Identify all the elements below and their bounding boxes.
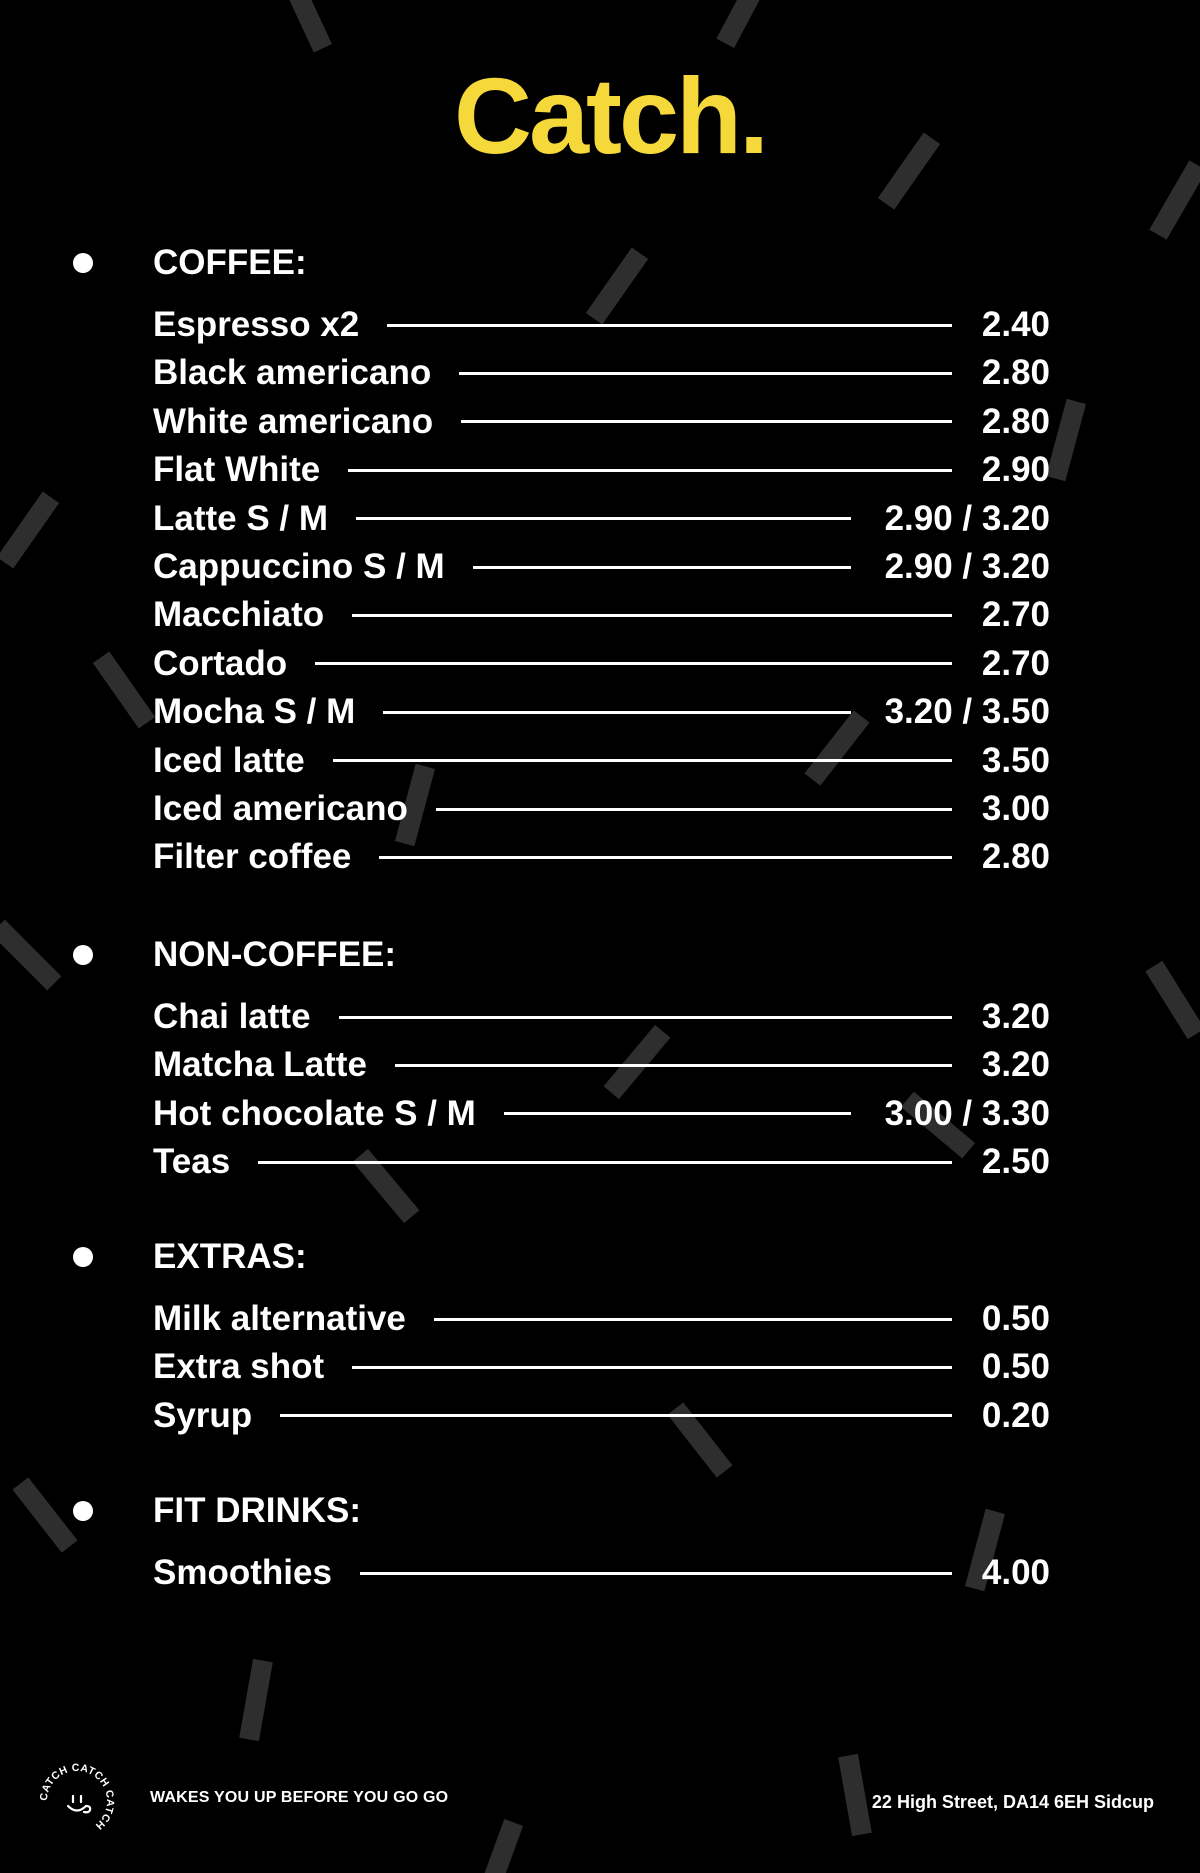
section-title: COFFEE:: [153, 243, 307, 282]
leader-line: [352, 614, 952, 617]
item-price: 2.70: [981, 643, 1050, 683]
leader-line: [387, 324, 952, 327]
menu-item: [153, 644, 1050, 684]
menu-item: [153, 499, 1050, 539]
item-name: Chai latte: [153, 997, 311, 1036]
item-name: Iced americano: [153, 789, 408, 828]
item-name: Matcha Latte: [153, 1045, 367, 1085]
leader-line: [459, 372, 952, 375]
menu-item: [153, 1347, 1050, 1387]
catch-logo: [36, 1760, 118, 1842]
bullet-icon: [73, 1501, 93, 1521]
leader-line: [348, 469, 952, 472]
leader-line: [280, 1414, 952, 1417]
menu-item: [153, 1396, 1050, 1436]
menu-item: [153, 741, 1050, 781]
brand-title: Catch.: [453, 55, 767, 176]
item-name: Flat White: [153, 450, 321, 490]
menu-item: [153, 402, 1050, 442]
item-name: Black americano: [153, 353, 432, 393]
leader-line: [461, 420, 952, 423]
menu-item: [153, 305, 1050, 345]
item-price: 3.00 / 3.30: [884, 1093, 1050, 1133]
confetti-shape: [1046, 399, 1086, 481]
menu-item: [153, 1045, 1050, 1085]
confetti-shape: [0, 491, 59, 568]
item-price: 0.20: [981, 1395, 1050, 1435]
bullet-icon: [73, 1247, 93, 1267]
confetti-shape: [1145, 961, 1200, 1039]
section-title: FIT DRINKS:: [153, 1491, 362, 1530]
confetti-shape: [280, 0, 332, 52]
item-name: Smoothies: [153, 1553, 332, 1592]
item-price: 2.90 / 3.20: [884, 498, 1050, 538]
confetti-shape: [477, 1819, 523, 1873]
item-price: 3.50: [981, 740, 1050, 780]
confetti-shape: [239, 1659, 273, 1741]
menu-item: [153, 789, 1050, 829]
item-name: Extra shot: [153, 1347, 325, 1387]
item-name: Milk alternative: [153, 1299, 406, 1338]
section-title: NON-COFFEE:: [153, 935, 397, 974]
menu-item: [153, 1094, 1050, 1134]
leader-line: [352, 1366, 952, 1369]
section-title: EXTRAS:: [153, 1237, 307, 1276]
menu-item: [153, 547, 1050, 587]
bullet-icon: [73, 253, 93, 273]
confetti-shape: [838, 1754, 872, 1836]
item-price: 0.50: [981, 1347, 1050, 1387]
menu-item: [153, 353, 1050, 393]
item-name: Espresso x2: [153, 305, 360, 344]
item-price: 2.90 / 3.20: [884, 547, 1050, 586]
leader-line: [315, 662, 952, 665]
menu-item: [153, 837, 1050, 877]
leader-line: [504, 1112, 851, 1115]
item-price: 2.90: [981, 450, 1050, 490]
leader-line: [436, 808, 952, 811]
item-price: 2.70: [981, 595, 1050, 635]
item-price: 2.80: [981, 401, 1050, 441]
bullet-icon: [73, 945, 93, 965]
menu-item: [153, 1142, 1050, 1182]
item-price: 4.00: [981, 1553, 1050, 1592]
menu-item: [153, 1299, 1050, 1339]
item-price: 2.80: [981, 837, 1050, 877]
item-name: Hot chocolate S / M: [153, 1093, 476, 1133]
leader-line: [339, 1016, 952, 1019]
item-price: 3.20: [981, 997, 1050, 1036]
leader-line: [356, 517, 851, 520]
svg-text:CATCH CATCH CATCH: [38, 1762, 116, 1832]
leader-line: [383, 711, 850, 714]
leader-line: [379, 856, 951, 859]
item-price: 3.20 / 3.50: [884, 692, 1050, 732]
item-price: 2.50: [981, 1142, 1050, 1182]
leader-line: [395, 1064, 952, 1067]
item-price: 3.20: [981, 1045, 1050, 1085]
confetti-shape: [0, 920, 61, 991]
address: 22 High Street, DA14 6EH Sidcup: [871, 1792, 1154, 1812]
leader-line: [360, 1572, 952, 1575]
item-name: Macchiato: [153, 595, 325, 635]
item-price: 2.80: [981, 353, 1050, 393]
leader-line: [473, 566, 851, 569]
item-name: Syrup: [153, 1395, 253, 1435]
item-name: Cortado: [153, 643, 288, 683]
leader-line: [258, 1161, 952, 1164]
item-name: Mocha S / M: [153, 692, 356, 732]
leader-line: [434, 1318, 952, 1321]
menu-item: [153, 692, 1050, 732]
item-price: 2.40: [981, 305, 1050, 344]
item-name: Latte S / M: [153, 498, 329, 538]
confetti-shape: [93, 651, 155, 728]
menu-item: [153, 997, 1050, 1037]
item-name: Filter coffee: [153, 837, 352, 877]
menu-item: [153, 450, 1050, 490]
confetti-shape: [12, 1477, 77, 1552]
item-name: Iced latte: [153, 740, 305, 780]
item-price: 0.50: [981, 1299, 1050, 1338]
item-price: 3.00: [981, 789, 1050, 828]
tagline: WAKES YOU UP BEFORE YOU GO GO: [150, 1789, 449, 1806]
confetti-shape: [716, 0, 771, 48]
item-name: Cappuccino S / M: [153, 547, 445, 586]
menu-item: [153, 1553, 1050, 1593]
confetti-shape: [1149, 160, 1200, 239]
leader-line: [333, 759, 952, 762]
item-name: White americano: [153, 401, 434, 441]
item-name: Teas: [153, 1142, 231, 1182]
menu-item: [153, 595, 1050, 635]
logo-ring-text: CATCH CATCH CATCH: [37, 1761, 117, 1833]
smiley-cup-icon: [68, 1796, 90, 1812]
